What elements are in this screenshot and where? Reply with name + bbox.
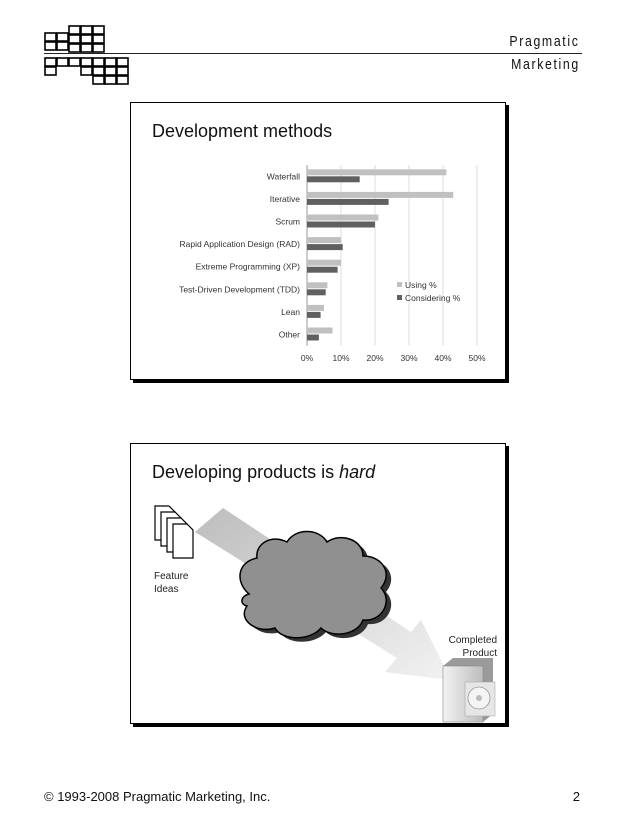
completed-product-label: Completed Product [448,635,497,659]
slide-title: Development methods [152,121,333,141]
legend-label: Considering % [405,293,461,303]
x-tick-label: 0% [300,352,314,363]
category-label: Iterative [269,193,300,204]
category-label: Scrum [275,216,300,227]
bar-considering [307,176,360,182]
category-label: Test-Driven Development (TDD) [179,284,300,295]
bar-considering [307,222,375,228]
x-tick-label: 20% [366,352,384,363]
slide-developing-products [130,443,506,724]
category-label: Extreme Programming (XP) [195,261,300,272]
legend-swatch [397,282,402,287]
bar-using [307,305,324,311]
legend-swatch [397,295,402,300]
brand-name-line1: Pragmatic [509,33,580,50]
bar-using [307,215,378,221]
category-label: Waterfall [266,171,300,182]
header-rule [44,53,582,54]
development-methods-chart [131,103,505,379]
title-emphasis: hard [339,462,376,482]
bar-using [307,260,341,266]
x-tick-label: 30% [400,352,418,363]
software-box-icon [443,658,495,722]
category-label: Rapid Application Design (RAD) [179,239,300,250]
brand-name-line2: Marketing [511,56,580,73]
feature-ideas-label: Feature Ideas [154,571,189,595]
bar-considering [307,289,326,295]
pragmatic-logo [44,22,136,86]
bar-using [307,328,333,334]
x-tick-label: 50% [468,352,486,363]
bar-considering [307,267,338,273]
feature-ideas-documents-icon [155,506,193,558]
bar-considering [307,199,389,205]
bar-considering [307,335,319,341]
bar-considering [307,244,343,250]
copyright: © 1993-2008 Pragmatic Marketing, Inc. [44,789,271,804]
x-tick-label: 40% [434,352,452,363]
title-text: Developing products is [152,462,340,482]
x-tick-label: 10% [332,352,350,363]
bar-using [307,282,327,288]
bar-using [307,192,453,198]
bar-considering [307,312,321,318]
slide-development-methods [130,102,506,380]
bar-using [307,169,446,175]
page-number: 2 [572,789,580,804]
category-label: Other [278,329,300,340]
bar-using [307,237,341,243]
legend-label: Using % [405,280,437,290]
category-label: Lean [281,306,300,317]
